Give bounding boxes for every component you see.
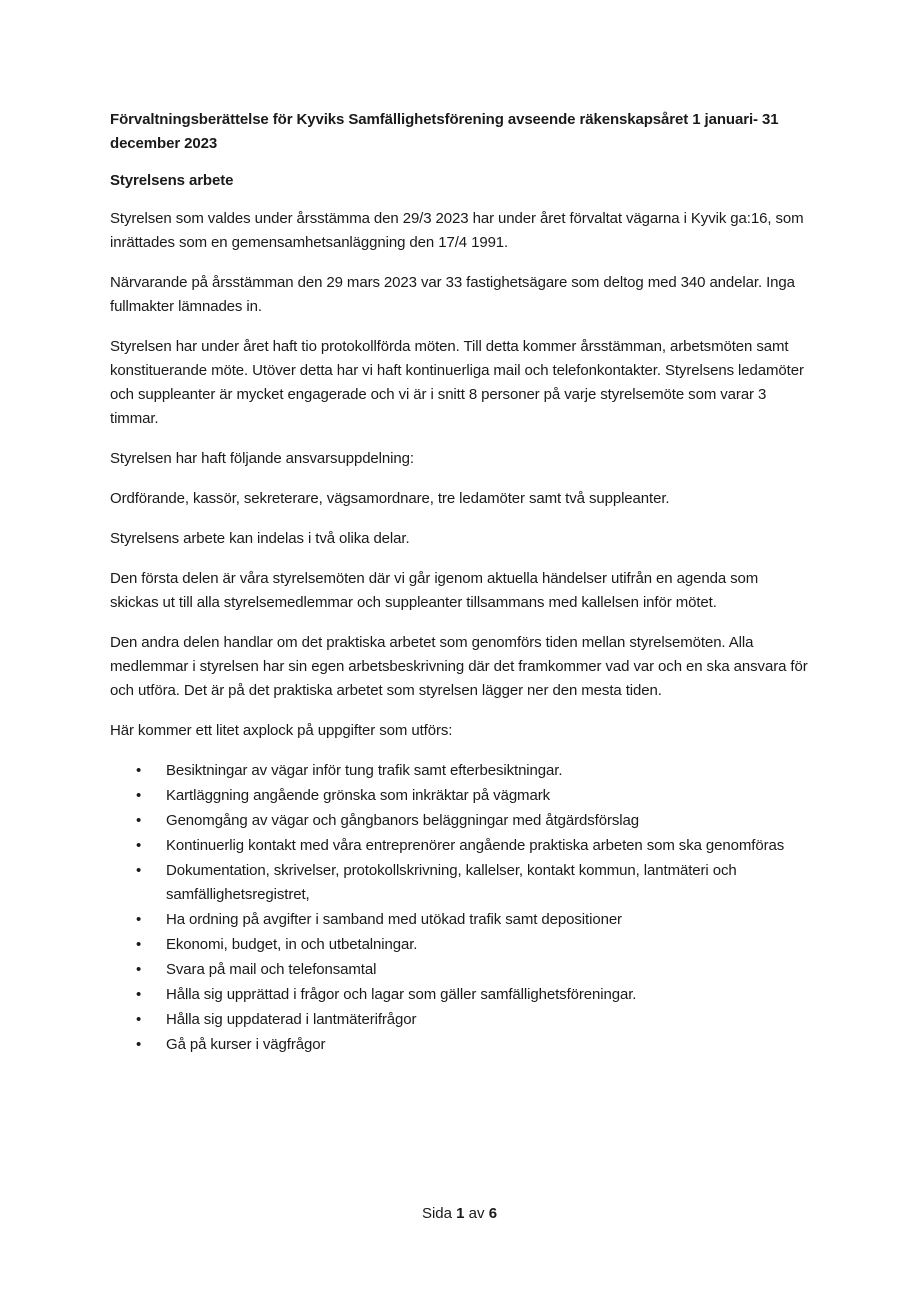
list-item-text: Dokumentation, skrivelser, protokollskrivning, kallelser, kontakt kommun, lantmäteri och samfällighetsregistret, (166, 862, 737, 903)
total-pages-number: 6 (488, 1205, 498, 1222)
paragraph: Här kommer ett litet axplock på uppgifter som utförs: (110, 722, 453, 739)
list-item-text: Besiktningar av vägar inför tung trafik samt efterbesiktningar. (166, 762, 563, 779)
paragraph: Den första delen är våra styrelsemöten där vi går igenom aktuella händelser utifrån en agenda som skickas ut till alla styrelsemedlemmar och suppleanter tillsammans med kallelsen inför mötet. (110, 570, 759, 611)
bullet-icon: • (136, 812, 142, 829)
bullet-icon: • (136, 1011, 142, 1028)
list-item (110, 958, 810, 982)
bullet-icon: • (136, 936, 142, 953)
task-list (110, 759, 810, 1057)
list-item (110, 1008, 810, 1032)
list-item (110, 933, 810, 957)
bullet-icon: • (136, 911, 142, 928)
list-item (110, 834, 810, 858)
paragraph: Närvarande på årsstämman den 29 mars 2023 var 33 fastighetsägare som deltog med 340 andelar. Inga fullmakter lämnades in. (110, 274, 795, 315)
list-item-text: Gå på kurser i vägfrågor (166, 1036, 326, 1053)
list-item-text: Ekonomi, budget, in och utbetalningar. (166, 936, 418, 953)
document-title: Förvaltningsberättelse för Kyviks Samfällighetsförening avseende räkenskapsåret 1 januari- 31 december 2023 (110, 111, 779, 152)
list-item-text: Hålla sig upprättad i frågor och lagar som gäller samfällighetsföreningar. (166, 986, 637, 1003)
paragraph: Den andra delen handlar om det praktiska arbetet som genomförs tiden mellan styrelsemöten. Alla medlemmar i styrelsen har sin egen arbetsbeskrivning där det framkommer vad var och en ska ansvara för och utföra. Det är på det praktiska arbetet som styrelsen lägger ner den mesta tiden. (110, 634, 808, 699)
list-item (110, 1033, 810, 1057)
bullet-icon: • (136, 862, 142, 879)
footer-separator: av (468, 1205, 485, 1222)
bullet-icon: • (136, 1036, 142, 1053)
list-item (110, 859, 810, 907)
list-item-text: Svara på mail och telefonsamtal (166, 961, 377, 978)
current-page-number: 1 (456, 1205, 465, 1222)
list-item (110, 759, 810, 783)
document-body (110, 108, 810, 1058)
list-item-text: Hålla sig uppdaterad i lantmäterifrågor (166, 1011, 417, 1028)
page-footer (0, 1205, 919, 1222)
list-item (110, 809, 810, 833)
list-item-text: Kontinuerlig kontakt med våra entreprenörer angående praktiska arbeten som ska genomföras (166, 837, 785, 854)
list-item-text: Ha ordning på avgifter i samband med utökad trafik samt depositioner (166, 911, 622, 928)
paragraph: Styrelsen har under året haft tio protokollförda möten. Till detta kommer årsstämman, arbetsmöten samt konstituerande möte. Utöver detta har vi haft kontinuerliga mail och telefonkontakter. Styrelsens ledamöter och suppleanter är mycket engagerade och vi är i snitt 8 personer på varje styrelsemöte som varar 3 timmar. (110, 338, 804, 427)
list-item-text: Genomgång av vägar och gångbanors beläggningar med åtgärdsförslag (166, 812, 639, 829)
footer-prefix: Sida (421, 1205, 452, 1222)
bullet-icon: • (136, 837, 142, 854)
list-item (110, 784, 810, 808)
list-item-text: Kartläggning angående grönska som inkräktar på vägmark (166, 787, 550, 804)
bullet-icon: • (136, 787, 142, 804)
paragraph: Styrelsen som valdes under årsstämma den 29/3 2023 har under året förvaltat vägarna i Kyvik ga:16, som inrättades som en gemensamhetsanläggning den 17/4 1991. (110, 210, 804, 251)
bullet-icon: • (136, 762, 142, 779)
list-item (110, 908, 810, 932)
paragraph: Ordförande, kassör, sekreterare, vägsamordnare, tre ledamöter samt två suppleanter. (110, 490, 670, 507)
paragraph: Styrelsen har haft följande ansvarsuppdelning: (110, 450, 414, 467)
bullet-icon: • (136, 986, 142, 1003)
section-heading: Styrelsens arbete (110, 172, 234, 189)
paragraph: Styrelsens arbete kan indelas i två olika delar. (110, 530, 410, 547)
list-item (110, 983, 810, 1007)
bullet-icon: • (136, 961, 142, 978)
